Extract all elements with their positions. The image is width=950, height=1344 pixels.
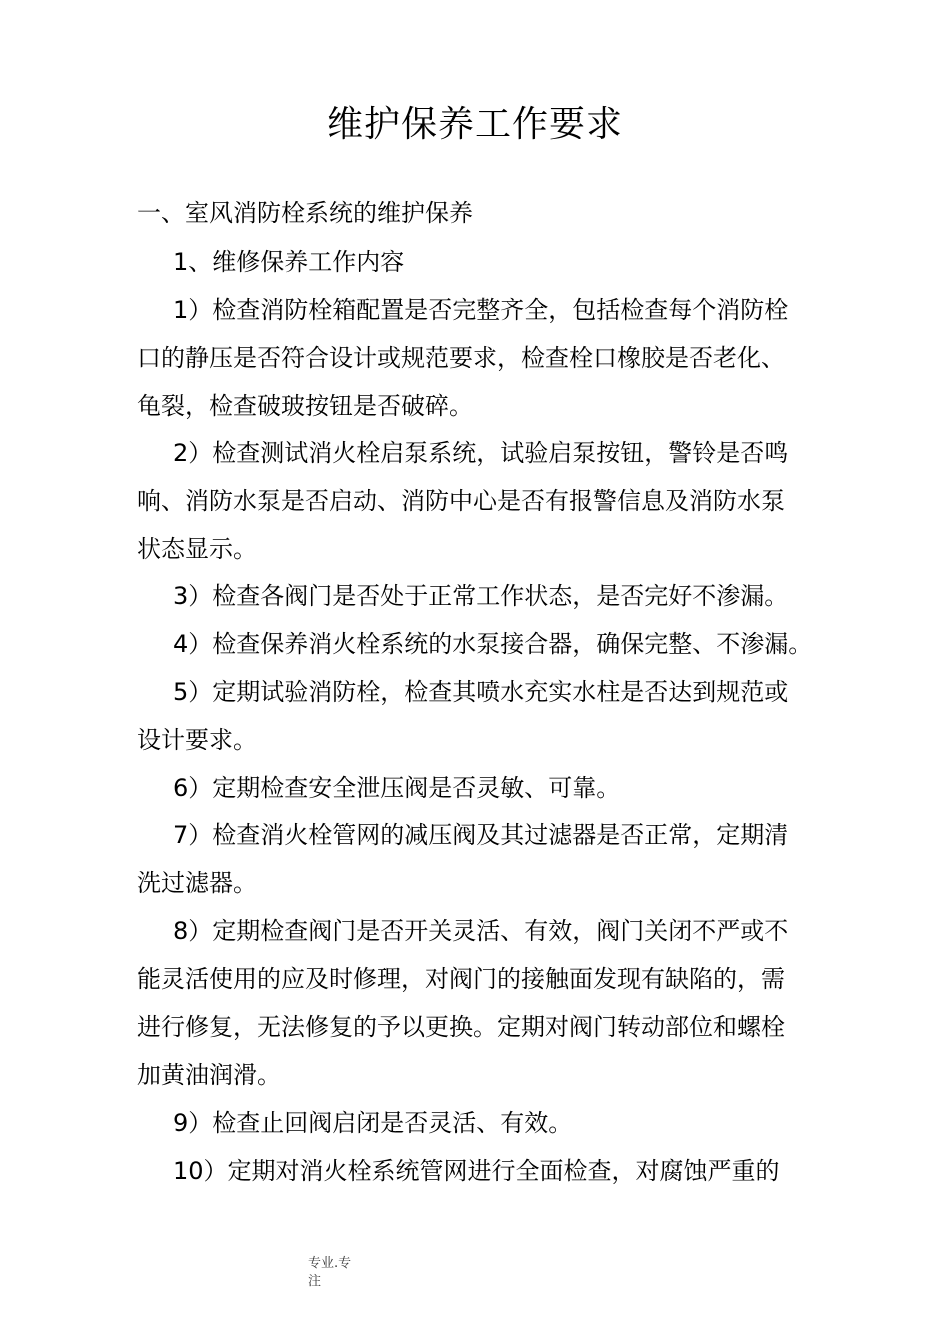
- body-line: 能灵活使用的应及时修理，对阀门的接触面发现有缺陷的，需: [137, 965, 785, 993]
- body-line: 6）定期检查安全泄压阀是否灵敏、可靠。: [173, 774, 621, 802]
- body-line: 8）定期检查阀门是否开关灵活、有效，阀门关闭不严或不: [173, 917, 789, 945]
- section-heading: 一、室风消防栓系统的维护保养: [137, 199, 473, 227]
- body-line: 状态显示。: [137, 535, 257, 563]
- sub-heading: 1、维修保养工作内容: [173, 248, 405, 276]
- body-line: 3）检查各阀门是否处于正常工作状态，是否完好不渗漏。: [173, 582, 789, 610]
- body-line: 4）检查保养消火栓系统的水泵接合器，确保完整、不渗漏。: [173, 630, 813, 658]
- body-line: 5）定期试验消防栓，检查其喷水充实水柱是否达到规范或: [173, 678, 789, 706]
- body-line: 9）检查止回阀启闭是否灵活、有效。: [173, 1109, 573, 1137]
- body-line: 响、消防水泵是否启动、消防中心是否有报警信息及消防水泵: [137, 487, 785, 515]
- body-line: 10）定期对消火栓系统管网进行全面检查，对腐蚀严重的: [173, 1157, 780, 1185]
- footer-note: [308, 1255, 351, 1291]
- footer-line-1: 专业.专: [308, 1256, 352, 1271]
- body-line: 7）检查消火栓管网的减压阀及其过滤器是否正常，定期清: [173, 821, 789, 849]
- body-line: 口的静压是否符合设计或规范要求，检查栓口橡胶是否老化、: [137, 344, 785, 372]
- page-title: 维护保养工作要求: [326, 104, 623, 145]
- body-line: 龟裂，检查破玻按钮是否破碎。: [137, 392, 473, 420]
- body-line: 2）检查测试消火栓启泵系统，试验启泵按钮，警铃是否鸣: [173, 439, 789, 467]
- body-line: 加黄油润滑。: [137, 1061, 281, 1089]
- body-line: 洗过滤器。: [137, 869, 257, 897]
- body-line: 1）检查消防栓箱配置是否完整齐全，包括检查每个消防栓: [173, 296, 789, 324]
- body-line: 设计要求。: [137, 726, 257, 754]
- footer-line-2: 注: [308, 1274, 322, 1289]
- body-line: 进行修复，无法修复的予以更换。定期对阀门转动部位和螺栓: [137, 1013, 785, 1041]
